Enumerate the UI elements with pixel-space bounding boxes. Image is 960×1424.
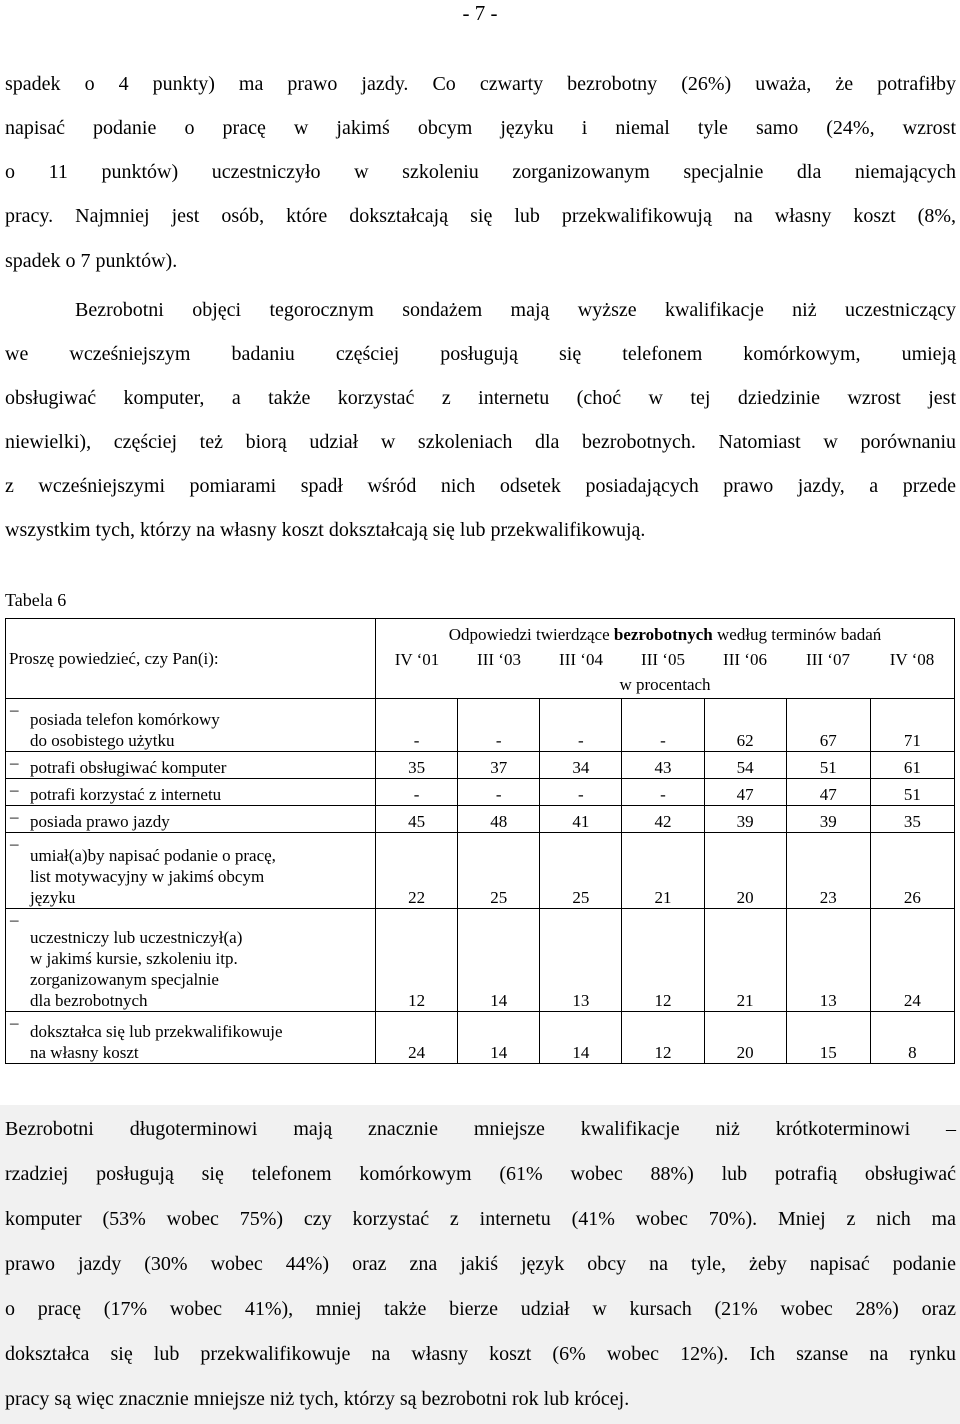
item-label: potrafi obsługiwać komputer — [30, 757, 227, 777]
value-cell: 61 — [870, 751, 954, 778]
dash-marker: – — [10, 779, 19, 799]
item-label: dla bezrobotnych — [30, 990, 148, 1010]
value-cell: 8 — [870, 1011, 954, 1063]
text-line: pracy. Najmniej jest osób, które dokształcają się lub przekwalifikowują na własny koszt (8%, — [5, 205, 956, 227]
value-cell: 15 — [786, 1011, 870, 1063]
text-line: prawo jazdy (30% wobec 44%) oraz zna jakiś język obcy na tyle, żeby napisać podanie — [5, 1253, 956, 1275]
value-cell: 43 — [622, 751, 704, 778]
table-row — [6, 1011, 955, 1063]
value-cell: 24 — [376, 1011, 458, 1063]
value-cell: - — [540, 699, 622, 751]
item-label-cell — [6, 909, 376, 1011]
item-label: umiał(a)by napisać podanie o pracę, — [30, 846, 276, 866]
text-line: dokształca się lub przekwalifikowuje na własny koszt (6% wobec 12%). Ich szanse na rynku — [5, 1343, 956, 1365]
value-cell: 71 — [870, 699, 954, 751]
value-cell: 39 — [786, 805, 870, 832]
paragraph-3-shaded — [0, 1105, 960, 1424]
text-line: napisać podanie o pracę w jakimś obcym języku i niemal tyle samo (24%, wzrost — [5, 117, 956, 139]
value-cell: 20 — [704, 832, 786, 908]
value-cell: 47 — [786, 778, 870, 805]
period-label: III ‘04 — [559, 650, 603, 669]
text-line: obsługiwać komputer, a także korzystać z internetu (choć w tej dziedzinie wzrost jest — [5, 387, 956, 409]
value-cell: 21 — [622, 832, 704, 908]
table-row — [6, 909, 955, 1011]
question-cell — [6, 619, 376, 699]
item-label: języku — [30, 888, 76, 908]
item-label: list motywacyjny w jakimś obcym — [30, 867, 265, 887]
table-row — [6, 805, 955, 832]
value-cell: - — [540, 778, 622, 805]
value-cell: 62 — [704, 699, 786, 751]
question-label: Proszę powiedzieć, czy Pan(i): — [9, 649, 219, 669]
header-cell — [376, 619, 955, 699]
text-line: we wcześniejszym badaniu częściej posługują się telefonem komórkowym, umieją — [5, 343, 956, 365]
value-cell: 24 — [870, 909, 954, 1011]
value-cell: 20 — [704, 1011, 786, 1063]
value-cell: 48 — [458, 805, 540, 832]
item-label: do osobistego użytku — [30, 730, 175, 750]
item-label-cell — [6, 1011, 376, 1063]
value-cell: 14 — [540, 1011, 622, 1063]
value-cell: 13 — [786, 909, 870, 1011]
value-cell: 12 — [622, 909, 704, 1011]
dash-marker: – — [10, 752, 19, 772]
text-line: komputer (53% wobec 75%) czy korzystać z internetu (41% wobec 70%). Mniej z nich ma — [5, 1208, 956, 1230]
text-line: wszystkim tych, którzy na własny koszt dokształcają się lub przekwalifikowują. — [5, 519, 646, 541]
value-cell: 22 — [376, 832, 458, 908]
period-header-row — [376, 648, 954, 672]
value-cell: 51 — [786, 751, 870, 778]
table-row — [6, 699, 955, 751]
table-row — [6, 751, 955, 778]
table-row — [6, 832, 955, 908]
page-number: - 7 - — [462, 1, 498, 25]
value-cell: 14 — [458, 1011, 540, 1063]
text-line: pracy są więc znacznie mniejsze niż tych, którzy są bezrobotni rok lub krócej. — [5, 1388, 630, 1410]
item-label: w jakimś kursie, szkoleniu itp. — [30, 948, 238, 968]
table-header-row — [6, 619, 955, 699]
value-cell: 12 — [376, 909, 458, 1011]
value-cell: 25 — [540, 832, 622, 908]
paragraph-1 — [5, 62, 956, 194]
text-line: niewielki), częściej też biorą udział w szkoleniach dla bezrobotnych. Natomiast w porównaniu — [5, 431, 956, 453]
value-cell: 23 — [786, 832, 870, 908]
dash-marker: – — [10, 910, 19, 930]
item-label-cell — [6, 832, 376, 908]
period-label: IV ‘08 — [889, 650, 935, 669]
item-label: dokształca się lub przekwalifikowuje — [30, 1022, 283, 1041]
text-line: Bezrobotni objęci tegorocznym sondażem mają wyższe kwalifikacje niż uczestniczący — [75, 299, 956, 321]
value-cell: - — [622, 778, 704, 805]
text-line: z wcześniejszymi pomiarami spadł wśród nich odsetek posiadających prawo jazdy, a przede — [5, 475, 956, 497]
period-label: III ‘05 — [641, 650, 685, 669]
dash-marker: – — [10, 833, 19, 853]
item-label: na własny koszt — [30, 1043, 139, 1062]
dash-marker: – — [10, 1012, 19, 1032]
value-cell: - — [376, 778, 458, 805]
value-cell: 14 — [458, 909, 540, 1011]
text-line: rzadziej posługują się telefonem komórkowym (61% wobec 88%) lub potrafią obsługiwać — [5, 1163, 956, 1185]
data-table — [5, 618, 955, 1064]
item-label-cell — [6, 778, 376, 805]
value-cell: 54 — [704, 751, 786, 778]
value-cell: 21 — [704, 909, 786, 1011]
item-label: uczestniczy lub uczestniczył(a) — [30, 927, 243, 947]
value-cell: 25 — [458, 832, 540, 908]
item-label-cell — [6, 805, 376, 832]
value-cell: 35 — [870, 805, 954, 832]
item-label: zorganizowanym specjalnie — [30, 969, 219, 989]
value-cell: 47 — [704, 778, 786, 805]
header-title: Odpowiedzi twierdzące bezrobotnych według terminów badań — [448, 625, 882, 644]
paragraph-3 — [0, 1105, 960, 1422]
text-line: Bezrobotni długoterminowi mają znacznie mniejsze kwalifikacje niż krótkoterminowi – — [5, 1118, 956, 1140]
paragraph-2 — [5, 288, 956, 552]
unit-label: w procentach — [619, 675, 711, 694]
value-cell: 42 — [622, 805, 704, 832]
dash-marker: – — [10, 700, 19, 720]
dash-marker: – — [10, 806, 19, 826]
value-cell: - — [458, 778, 540, 805]
item-label: potrafi korzystać z internetu — [30, 784, 222, 804]
value-cell: 51 — [870, 778, 954, 805]
table-row — [6, 778, 955, 805]
value-cell: 12 — [622, 1011, 704, 1063]
value-cell: 45 — [376, 805, 458, 832]
text-line: spadek o 4 punkty) ma prawo jazdy. Co czwarty bezrobotny (26%) uważa, że potrafiłby — [5, 73, 956, 95]
value-cell: 41 — [540, 805, 622, 832]
value-cell: - — [376, 699, 458, 751]
item-label-cell — [6, 751, 376, 778]
value-cell: 37 — [458, 751, 540, 778]
text-line: o pracę (17% wobec 41%), mniej także bierze udział w kursach (21% wobec 28%) oraz — [5, 1298, 956, 1320]
item-label: posiada prawo jazdy — [30, 811, 170, 831]
value-cell: 34 — [540, 751, 622, 778]
item-label-cell — [6, 699, 376, 751]
period-label: III ‘06 — [723, 650, 767, 669]
text-line: o 11 punktów) uczestniczyło w szkoleniu zorganizowanym specjalnie dla niemających — [5, 161, 956, 183]
item-label: posiada telefon komórkowy — [30, 709, 220, 729]
period-label: III ‘03 — [477, 650, 521, 669]
value-cell: 13 — [540, 909, 622, 1011]
value-cell: 35 — [376, 751, 458, 778]
period-label: III ‘07 — [806, 650, 850, 669]
text-line: spadek o 7 punktów). — [5, 250, 178, 272]
period-label: IV ‘01 — [394, 650, 440, 669]
value-cell: 67 — [786, 699, 870, 751]
value-cell: - — [458, 699, 540, 751]
paragraph-1-continued — [5, 194, 956, 284]
value-cell: 39 — [704, 805, 786, 832]
value-cell: - — [622, 699, 704, 751]
value-cell: 26 — [870, 832, 954, 908]
table-caption: Tabela 6 — [5, 590, 67, 610]
